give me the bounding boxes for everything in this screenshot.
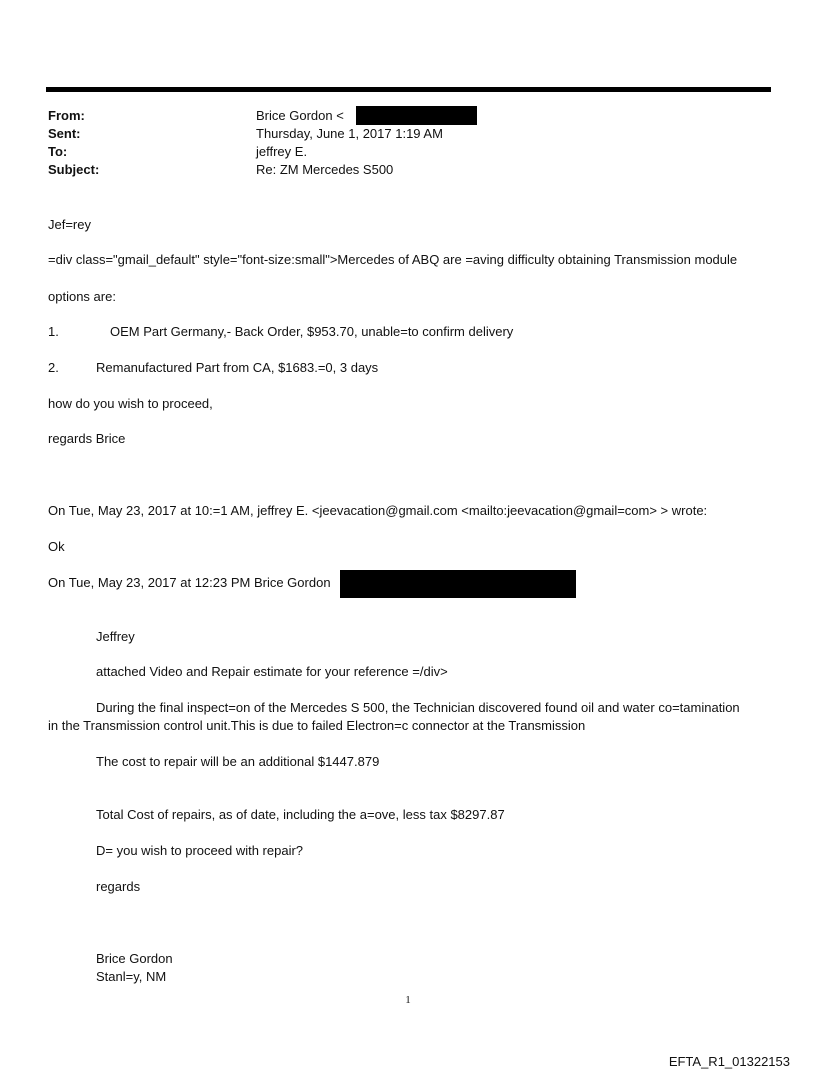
greeting: Jef=rey	[48, 217, 91, 232]
option-text: Remanufactured Part from CA, $1683.=0, 3 days	[96, 360, 379, 375]
redaction-box	[340, 570, 576, 598]
q2-attached: attached Video and Repair estimate for your reference =/div>	[96, 664, 448, 679]
sent-value: Thursday, June 1, 2017 1:19 AM	[256, 126, 443, 141]
to-value: jeffrey E.	[256, 144, 308, 159]
from-label: From:	[48, 108, 85, 123]
question: how do you wish to proceed,	[48, 396, 213, 411]
signoff: regards Brice	[48, 431, 126, 446]
body-line-div: =div class="gmail_default" style="font-size:small">Mercedes of ABQ are =aving difficulty obtaining Transmission module	[48, 252, 738, 267]
q2-paragraph	[48, 699, 773, 735]
options-intro: options are:	[48, 289, 116, 304]
redaction-box	[356, 106, 477, 125]
bates-number: EFTA_R1_01322153	[668, 1054, 790, 1069]
q2-greeting: Jeffrey	[96, 629, 135, 644]
quote1-header: On Tue, May 23, 2017 at 10:=1 AM, jeffrey E. <jeevacation@gmail.com <mailto:jeevacation@gmail=com> > wrote:	[48, 503, 708, 518]
quote2-header: On Tue, May 23, 2017 at 12:23 PM Brice Gordon	[48, 575, 331, 590]
signature-location: Stanl=y, NM	[96, 969, 167, 984]
option-number: 1.	[48, 324, 59, 339]
quote1-body: Ok	[48, 539, 65, 554]
subject-value: Re: ZM Mercedes S500	[256, 162, 394, 177]
q2-paragraph-first-line: During the final inspect=on of the Mercedes S 500, the Technician discovered found oil and water co=tamination	[96, 700, 740, 715]
sent-label: Sent:	[48, 126, 81, 141]
header-divider	[46, 87, 771, 92]
to-label: To:	[48, 144, 68, 159]
q2-paragraph-second-line: in the Transmission control unit.This is due to failed Electron=c connector at the Transmission	[48, 718, 586, 733]
q2-regards: regards	[96, 879, 141, 894]
q2-cost: The cost to repair will be an additional $1447.879	[96, 754, 380, 769]
q2-total: Total Cost of repairs, as of date, including the a=ove, less tax $8297.87	[96, 807, 505, 822]
from-value: Brice Gordon <	[256, 108, 344, 123]
option-number: 2.	[48, 360, 59, 375]
subject-label: Subject:	[48, 162, 100, 177]
option-text: OEM Part Germany,- Back Order, $953.70, unable=to confirm delivery	[110, 324, 514, 339]
page-number: 1	[405, 994, 411, 1006]
q2-question: D= you wish to proceed with repair?	[96, 843, 304, 858]
signature-name: Brice Gordon	[96, 951, 173, 966]
